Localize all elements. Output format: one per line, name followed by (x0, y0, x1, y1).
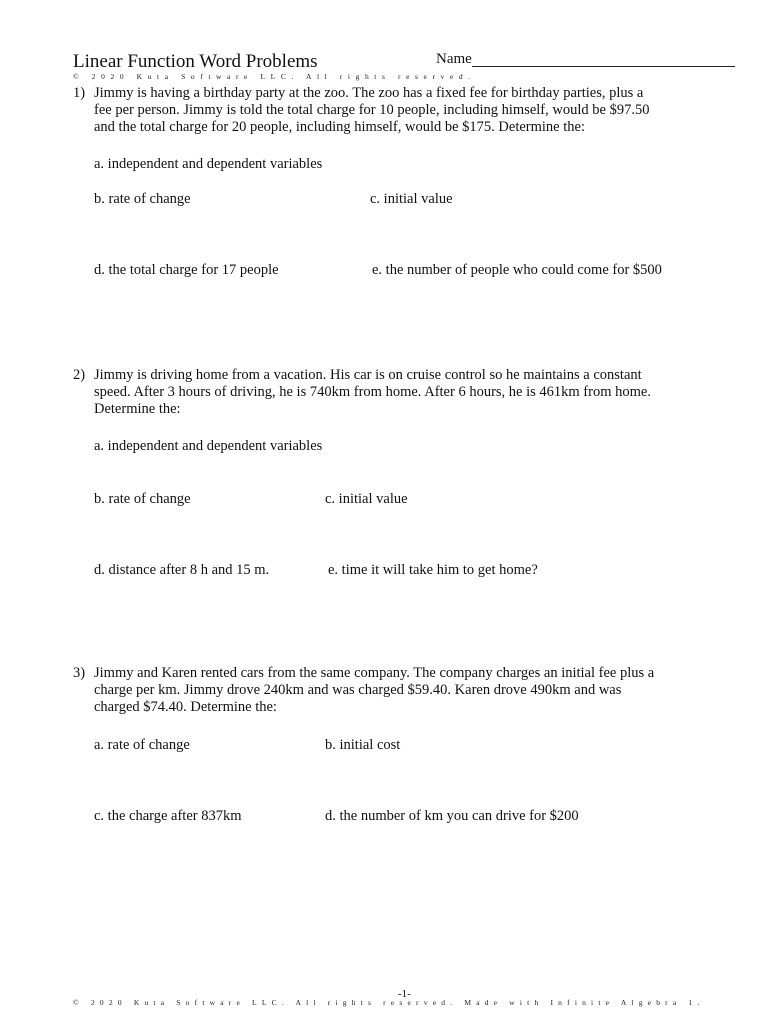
question-2-part-a: a. independent and dependent variables (94, 438, 323, 454)
copyright-top: © 2020 Kuta Software LLC. All rights reserved. (73, 72, 476, 81)
question-1-part-d: d. the total charge for 17 people (94, 262, 279, 278)
question-1-part-e: e. the number of people who could come for $500 (372, 262, 662, 278)
question-1-line-3: and the total charge for 20 people, including himself, would be $175. Determine the: (94, 119, 585, 136)
question-2-part-d: d. distance after 8 h and 15 m. (94, 562, 270, 578)
question-3-line-3: charged $74.40. Determine the: (94, 699, 277, 716)
question-3-part-c: c. the charge after 837km (94, 808, 242, 824)
question-2-line-3: Determine the: (94, 401, 181, 418)
question-1-line-2: fee per person. Jimmy is told the total charge for 10 people, including himself, would be $97.50 (94, 102, 650, 119)
question-2-line-2: speed. After 3 hours of driving, he is 740km from home. After 6 hours, he is 461km from home. (94, 384, 651, 401)
page-number: -1- (398, 988, 411, 1000)
copyright-footer: © 2020 Kuta Software LLC. All rights reserved. Made with Infinite Algebra 1. (73, 998, 705, 1007)
question-3-part-d: d. the number of km you can drive for $200 (325, 808, 579, 824)
question-2-part-e: e. time it will take him to get home? (328, 562, 538, 578)
question-1-part-c: c. initial value (370, 191, 453, 207)
question-3-number: 3) (73, 665, 86, 681)
name-blank-line (472, 66, 735, 67)
question-1-part-b: b. rate of change (94, 191, 191, 207)
name-label: Name (436, 51, 472, 67)
question-3-line-1: Jimmy and Karen rented cars from the same company. The company charges an initial fee plus a (94, 665, 655, 681)
question-1-text (94, 85, 694, 137)
question-1-number: 1) (73, 85, 86, 101)
question-2-part-b: b. rate of change (94, 491, 191, 507)
question-1-part-a: a. independent and dependent variables (94, 156, 323, 172)
question-2-line-1: Jimmy is driving home from a vacation. His car is on cruise control so he maintains a constant (94, 367, 642, 383)
worksheet-title: Linear Function Word Problems (73, 51, 318, 72)
question-3-line-2: charge per km. Jimmy drove 240km and was charged $59.40. Karen drove 490km and was (94, 682, 622, 699)
question-3-text (94, 665, 694, 717)
question-3-part-a: a. rate of change (94, 737, 190, 753)
question-1-line-1: Jimmy is having a birthday party at the zoo. The zoo has a fixed fee for birthday parties, plus a (94, 85, 644, 101)
question-3-part-b: b. initial cost (325, 737, 401, 753)
question-2-part-c: c. initial value (325, 491, 408, 507)
question-2-text (94, 367, 694, 419)
question-2-number: 2) (73, 367, 86, 383)
